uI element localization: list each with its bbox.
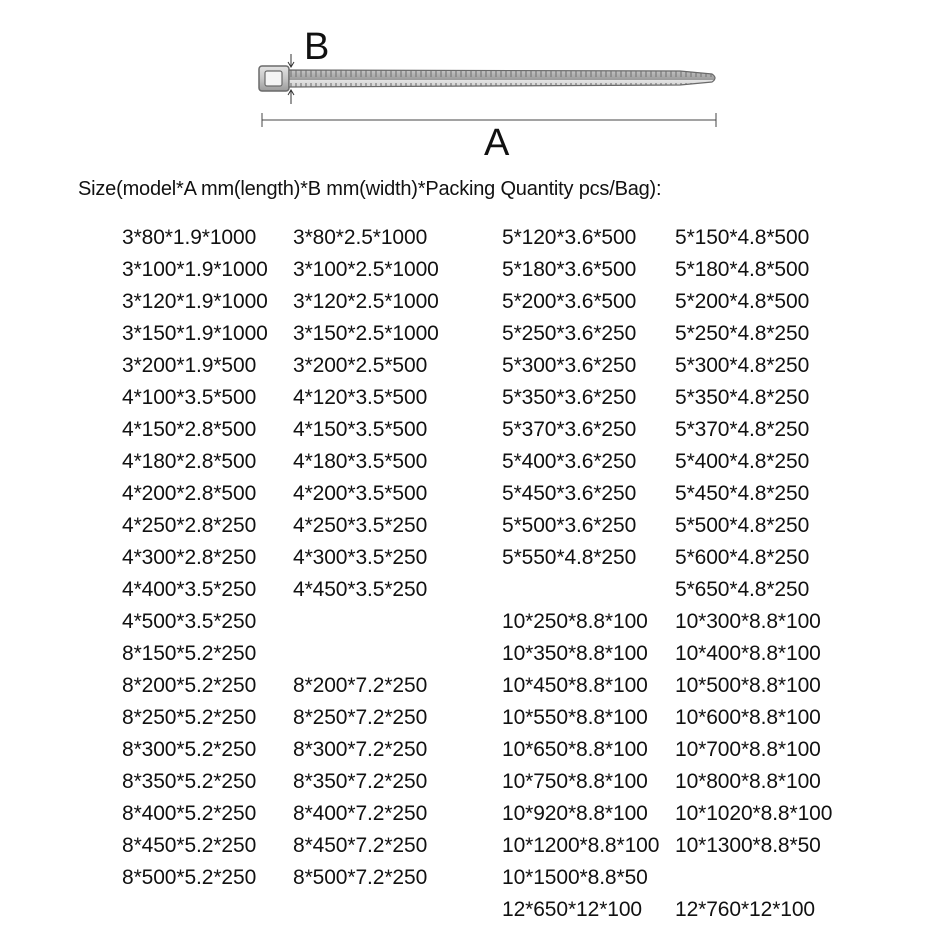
size-entry: 8*300*7.2*250	[293, 738, 428, 761]
size-entry: 5*400*3.6*250	[502, 450, 637, 473]
size-entry: 4*500*3.5*250	[122, 610, 257, 633]
size-entry: 8*300*5.2*250	[122, 738, 257, 761]
size-entry: 10*300*8.8*100	[675, 610, 821, 633]
size-entry: 5*450*4.8*250	[675, 482, 810, 505]
size-row	[0, 382, 945, 414]
size-entry: 5*370*3.6*250	[502, 418, 637, 441]
size-entry: 8*450*5.2*250	[122, 834, 257, 857]
size-entry: 8*250*7.2*250	[293, 706, 428, 729]
size-entry: 10*250*8.8*100	[502, 610, 648, 633]
size-entry: 3*200*1.9*500	[122, 354, 257, 377]
size-row	[0, 894, 945, 926]
size-entry: 4*100*3.5*500	[122, 386, 257, 409]
size-entry: 3*100*2.5*1000	[293, 258, 439, 281]
size-entry: 4*300*3.5*250	[293, 546, 428, 569]
length-label: A	[484, 122, 510, 164]
size-entry: 3*80*2.5*1000	[293, 226, 428, 249]
size-entry: 8*500*7.2*250	[293, 866, 428, 889]
size-row	[0, 574, 945, 606]
size-entry: 5*300*3.6*250	[502, 354, 637, 377]
size-entry: 5*200*4.8*500	[675, 290, 810, 313]
width-label: B	[304, 26, 330, 68]
size-entry: 5*150*4.8*500	[675, 226, 810, 249]
size-entry: 10*1020*8.8*100	[675, 802, 833, 825]
size-entry: 4*180*3.5*500	[293, 450, 428, 473]
size-row	[0, 798, 945, 830]
size-row	[0, 446, 945, 478]
size-entry: 4*150*2.8*500	[122, 418, 257, 441]
size-entry: 5*300*4.8*250	[675, 354, 810, 377]
size-entry: 5*450*3.6*250	[502, 482, 637, 505]
size-entry: 5*250*3.6*250	[502, 322, 637, 345]
size-entry: 4*450*3.5*250	[293, 578, 428, 601]
size-entry: 10*1200*8.8*100	[502, 834, 660, 857]
size-entry: 4*200*2.8*500	[122, 482, 257, 505]
size-row	[0, 766, 945, 798]
size-entry: 8*200*5.2*250	[122, 674, 257, 697]
size-entry: 4*250*2.8*250	[122, 514, 257, 537]
size-row	[0, 222, 945, 254]
size-entry: 5*180*4.8*500	[675, 258, 810, 281]
size-entry: 5*600*4.8*250	[675, 546, 810, 569]
size-row	[0, 702, 945, 734]
size-entry: 4*250*3.5*250	[293, 514, 428, 537]
size-row	[0, 862, 945, 894]
size-entry: 5*350*3.6*250	[502, 386, 637, 409]
size-entry: 5*250*4.8*250	[675, 322, 810, 345]
size-entry: 10*1500*8.8*50	[502, 866, 648, 889]
size-row	[0, 414, 945, 446]
size-entry: 5*650*4.8*250	[675, 578, 810, 601]
size-entry: 8*350*5.2*250	[122, 770, 257, 793]
size-entry: 10*1300*8.8*50	[675, 834, 821, 857]
size-entry: 10*800*8.8*100	[675, 770, 821, 793]
size-entry: 4*180*2.8*500	[122, 450, 257, 473]
size-entry: 4*400*3.5*250	[122, 578, 257, 601]
size-row	[0, 350, 945, 382]
size-entry: 8*200*7.2*250	[293, 674, 428, 697]
size-row	[0, 510, 945, 542]
size-entry: 8*450*7.2*250	[293, 834, 428, 857]
size-heading: Size(model*A mm(length)*B mm(width)*Packing Quantity pcs/Bag):	[78, 178, 662, 200]
size-entry: 10*500*8.8*100	[675, 674, 821, 697]
size-entry: 4*300*2.8*250	[122, 546, 257, 569]
size-row	[0, 638, 945, 670]
size-entry: 8*150*5.2*250	[122, 642, 257, 665]
size-entry: 12*650*12*100	[502, 898, 643, 921]
size-entry: 8*250*5.2*250	[122, 706, 257, 729]
size-entry: 5*500*3.6*250	[502, 514, 637, 537]
size-row	[0, 606, 945, 638]
size-entry: 5*350*4.8*250	[675, 386, 810, 409]
size-entry: 3*200*2.5*500	[293, 354, 428, 377]
size-entry: 10*700*8.8*100	[675, 738, 821, 761]
size-entry: 5*400*4.8*250	[675, 450, 810, 473]
size-entry: 4*200*3.5*500	[293, 482, 428, 505]
size-row	[0, 286, 945, 318]
size-entry: 5*370*4.8*250	[675, 418, 810, 441]
size-entry: 8*500*5.2*250	[122, 866, 257, 889]
size-row	[0, 478, 945, 510]
size-entry: 10*350*8.8*100	[502, 642, 648, 665]
size-entry: 3*100*1.9*1000	[122, 258, 268, 281]
size-entry: 5*200*3.6*500	[502, 290, 637, 313]
size-entry: 12*760*12*100	[675, 898, 816, 921]
size-entry: 10*650*8.8*100	[502, 738, 648, 761]
size-entry: 8*350*7.2*250	[293, 770, 428, 793]
size-entry: 10*550*8.8*100	[502, 706, 648, 729]
size-entry: 10*920*8.8*100	[502, 802, 648, 825]
size-row	[0, 542, 945, 574]
size-entry: 10*400*8.8*100	[675, 642, 821, 665]
size-row	[0, 318, 945, 350]
size-entry: 10*750*8.8*100	[502, 770, 648, 793]
size-entry: 5*180*3.6*500	[502, 258, 637, 281]
size-entry: 3*80*1.9*1000	[122, 226, 257, 249]
size-row	[0, 670, 945, 702]
size-entry: 8*400*5.2*250	[122, 802, 257, 825]
size-row	[0, 830, 945, 862]
size-entry: 3*150*2.5*1000	[293, 322, 439, 345]
size-entry: 5*550*4.8*250	[502, 546, 637, 569]
size-entry: 5*500*4.8*250	[675, 514, 810, 537]
size-entry: 4*150*3.5*500	[293, 418, 428, 441]
size-entry: 10*600*8.8*100	[675, 706, 821, 729]
size-entry: 3*120*2.5*1000	[293, 290, 439, 313]
size-entry: 5*120*3.6*500	[502, 226, 637, 249]
size-entry: 3*120*1.9*1000	[122, 290, 268, 313]
size-row	[0, 734, 945, 766]
size-row	[0, 254, 945, 286]
size-entry: 3*150*1.9*1000	[122, 322, 268, 345]
size-entry: 10*450*8.8*100	[502, 674, 648, 697]
size-entry: 4*120*3.5*500	[293, 386, 428, 409]
size-entry: 8*400*7.2*250	[293, 802, 428, 825]
